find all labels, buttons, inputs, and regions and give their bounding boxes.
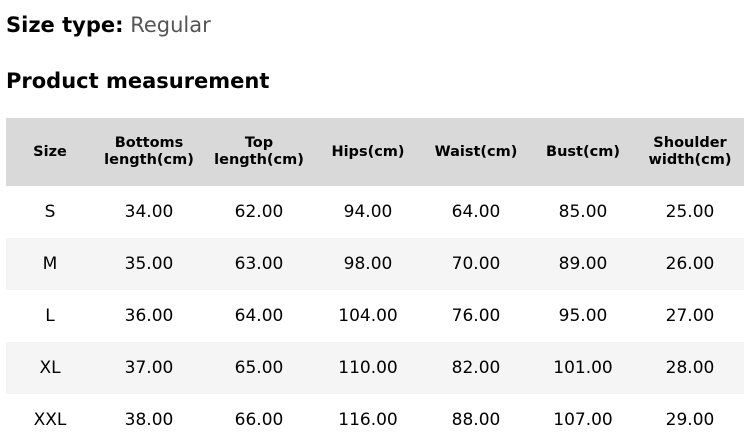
size-type-value: Regular <box>130 13 211 37</box>
cell-size: M <box>6 238 94 290</box>
cell-hips: 98.00 <box>314 238 422 290</box>
product-measurement-heading: Product measurement <box>6 69 270 93</box>
table-body <box>6 186 744 446</box>
cell-hips: 104.00 <box>314 290 422 342</box>
cell-waist: 76.00 <box>422 290 530 342</box>
cell-waist: 82.00 <box>422 342 530 394</box>
cell-bottoms-length: 35.00 <box>94 238 204 290</box>
cell-top-length: 62.00 <box>204 186 314 238</box>
cell-bust: 101.00 <box>530 342 636 394</box>
cell-hips: 116.00 <box>314 394 422 446</box>
cell-bust: 85.00 <box>530 186 636 238</box>
column-header-waist: Waist(cm) <box>422 118 530 186</box>
measurement-table-wrapper <box>6 118 744 446</box>
cell-bottoms-length: 34.00 <box>94 186 204 238</box>
cell-bust: 107.00 <box>530 394 636 446</box>
cell-shoulder-width: 26.00 <box>636 238 744 290</box>
table-header-row <box>6 118 744 186</box>
table-header <box>6 118 744 186</box>
column-header-bust: Bust(cm) <box>530 118 636 186</box>
cell-bust: 95.00 <box>530 290 636 342</box>
table-row <box>6 238 744 290</box>
table-row <box>6 394 744 446</box>
cell-hips: 94.00 <box>314 186 422 238</box>
table-row <box>6 186 744 238</box>
cell-shoulder-width: 28.00 <box>636 342 744 394</box>
column-header-bottoms-length: Bottoms length(cm) <box>94 118 204 186</box>
cell-size: XL <box>6 342 94 394</box>
cell-top-length: 64.00 <box>204 290 314 342</box>
cell-size: L <box>6 290 94 342</box>
size-type-label: Size type: <box>6 13 124 37</box>
cell-top-length: 65.00 <box>204 342 314 394</box>
table-row <box>6 342 744 394</box>
cell-bust: 89.00 <box>530 238 636 290</box>
size-type-line <box>6 12 211 38</box>
cell-bottoms-length: 36.00 <box>94 290 204 342</box>
column-header-hips: Hips(cm) <box>314 118 422 186</box>
cell-top-length: 66.00 <box>204 394 314 446</box>
cell-hips: 110.00 <box>314 342 422 394</box>
cell-waist: 88.00 <box>422 394 530 446</box>
cell-size: S <box>6 186 94 238</box>
cell-top-length: 63.00 <box>204 238 314 290</box>
cell-bottoms-length: 37.00 <box>94 342 204 394</box>
column-header-top-length: Top length(cm) <box>204 118 314 186</box>
measurement-table <box>6 118 744 446</box>
cell-shoulder-width: 27.00 <box>636 290 744 342</box>
column-header-shoulder-width: Shoulder width(cm) <box>636 118 744 186</box>
cell-shoulder-width: 29.00 <box>636 394 744 446</box>
table-row <box>6 290 744 342</box>
cell-size: XXL <box>6 394 94 446</box>
cell-bottoms-length: 38.00 <box>94 394 204 446</box>
column-header-size: Size <box>6 118 94 186</box>
cell-shoulder-width: 25.00 <box>636 186 744 238</box>
cell-waist: 64.00 <box>422 186 530 238</box>
cell-waist: 70.00 <box>422 238 530 290</box>
